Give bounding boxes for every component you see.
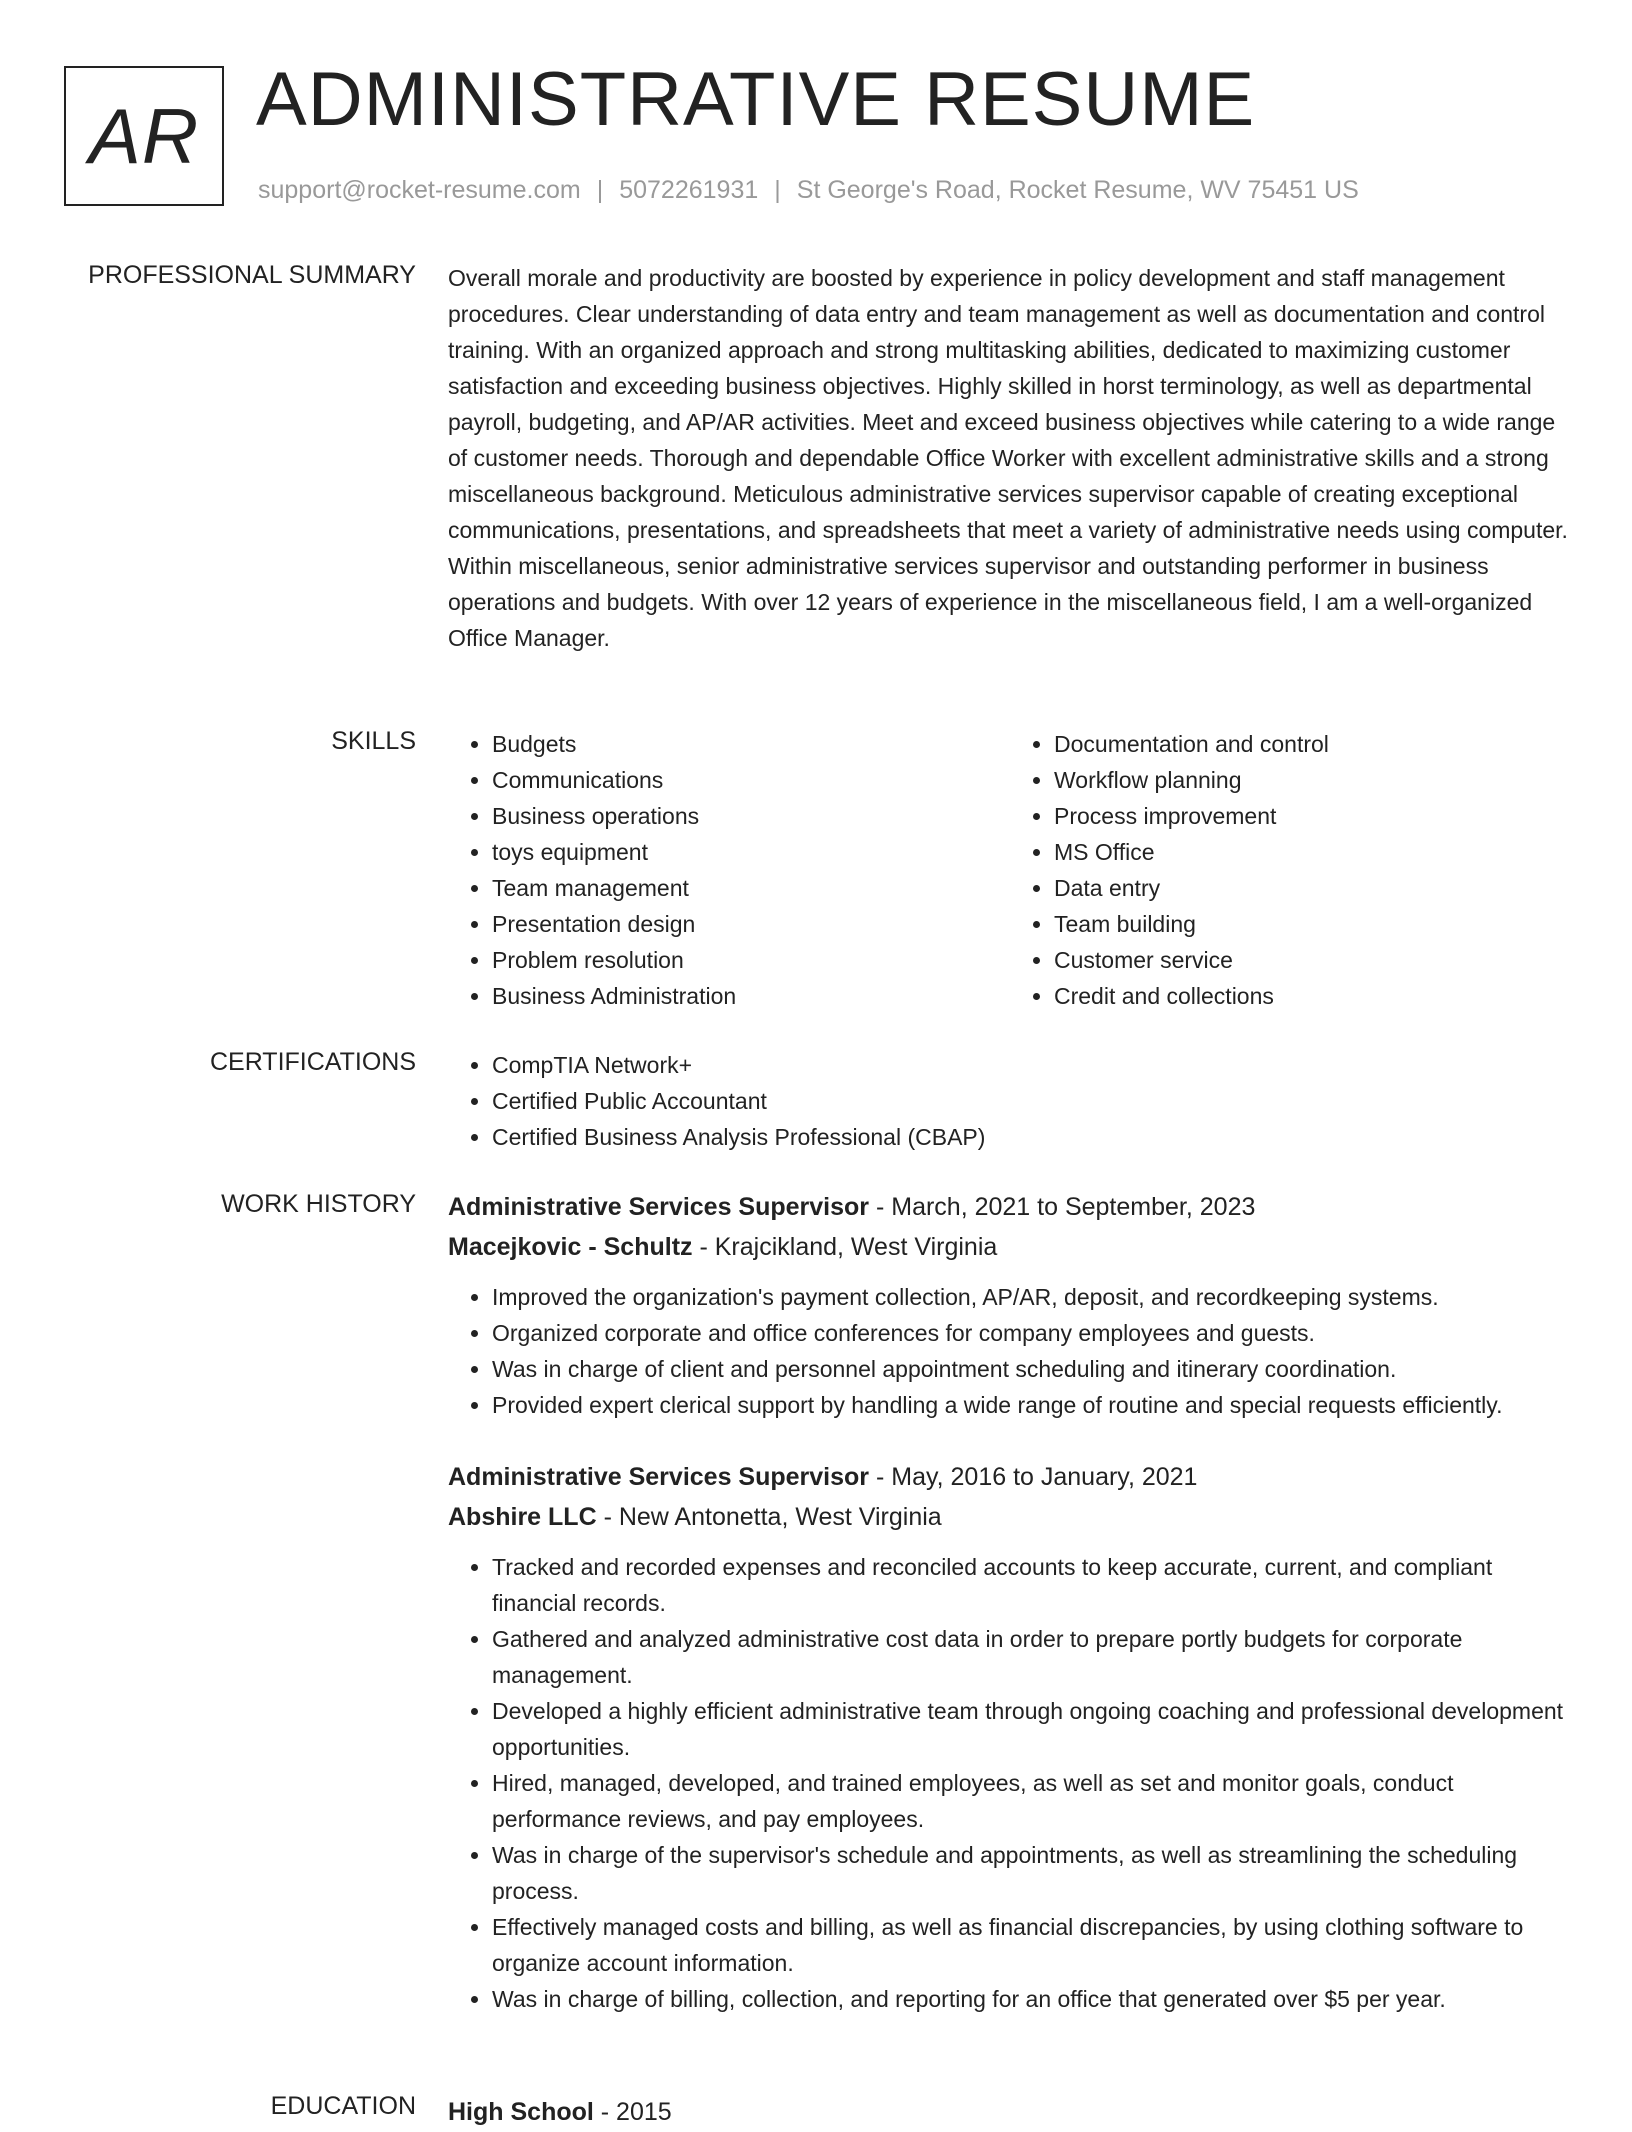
skill-item: • Data entry [1054,870,1572,906]
skill-item: • Budgets [492,726,1010,762]
resume-title: ADMINISTRATIVE RESUME [256,57,1256,142]
section-label-education: EDUCATION [270,2092,416,2120]
contact-separator: | [596,176,604,204]
section-label-work-history: WORK HISTORY [221,1190,416,1218]
contact-phone: 5072261931 [619,176,759,204]
job-title: Administrative Services Supervisor [448,1193,870,1221]
skills-list-right [1010,726,1572,1014]
skill-item: • Process improvement [1054,798,1572,834]
skill-item: • toys equipment [492,834,1010,870]
certifications-list [448,1047,1572,1155]
job-bullet: • Was in charge of client and personnel appointment scheduling and itinerary coordination. [492,1351,1572,1387]
education-line [448,2092,1572,2132]
skill-item: • Business Administration [492,978,1010,1014]
job-title-line [448,1187,1572,1227]
education-school: High School [448,2098,594,2126]
contact-address: St George's Road, Rocket Resume, WV 75451 US [796,176,1359,204]
job-entry [448,1457,1572,2017]
summary-text: Overall morale and productivity are boosted by experience in policy development and staff management procedures. Clear understanding of data entry and team management as well as documentation and control training. With an organized approach and strong multitasking abilities, dedicated to maximizing customer satisfaction and exceeding business objectives. Highly skilled in horst terminology, as well as departmental payroll, budgeting, and AP/AR activities. Meet and exceed business objectives while catering to a wide range of customer needs. Thorough and dependable Office Worker with excellent administrative skills and a strong miscellaneous background. Meticulous administrative services supervisor capable of creating exceptional communications, presentations, and spreadsheets that meet a variety of administrative needs using computer. Within miscellaneous, senior administrative services supervisor and outstanding performer in business operations and budgets. With over 12 years of experience in the miscellaneous field, I am a well-organized Office Manager. [448,265,1568,651]
work-history-content [448,1187,1572,2017]
skills-list-left [448,726,1010,1014]
job-bullets [448,1279,1572,1423]
job-bullet: • Tracked and recorded expenses and reconciled accounts to keep accurate, current, and compliant financial records. [492,1549,1572,1621]
skill-item: • Presentation design [492,906,1010,942]
skill-item: • Credit and collections [1054,978,1572,1014]
job-location: - Krajcikland, West Virginia [692,1233,998,1261]
education-year: - 2015 [593,2098,672,2126]
skill-item: • Problem resolution [492,942,1010,978]
skill-item: • Documentation and control [1054,726,1572,762]
initials-monogram: AR [64,66,224,206]
skill-item: • MS Office [1054,834,1572,870]
job-company: Macejkovic - Schultz [448,1233,693,1261]
skill-item: • Workflow planning [1054,762,1572,798]
job-bullet: • Developed a highly efficient administrative team through ongoing coaching and professional development opportunities. [492,1693,1572,1765]
job-bullet: • Gathered and analyzed administrative cost data in order to prepare portly budgets for corporate management. [492,1621,1572,1693]
skill-item: • Customer service [1054,942,1572,978]
certifications-content [448,1047,1572,1155]
section-label-summary: PROFESSIONAL SUMMARY [88,261,416,289]
job-company-line [448,1227,1572,1267]
job-company-line [448,1497,1572,1537]
education-content [448,2092,1572,2132]
job-location: - New Antonetta, West Virginia [596,1503,942,1531]
job-title: Administrative Services Supervisor [448,1463,870,1491]
section-label-certifications: CERTIFICATIONS [209,1048,416,1076]
job-bullet: • Hired, managed, developed, and trained employees, as well as set and monitor goals, conduct performance reviews, and pay employees. [492,1765,1572,1837]
job-dates: - May, 2016 to January, 2021 [869,1463,1198,1491]
certification-item: • Certified Public Accountant [492,1083,1572,1119]
summary-content [448,260,1572,656]
job-bullet: • Organized corporate and office conferences for company employees and guests. [492,1315,1572,1351]
section-label-skills: SKILLS [331,727,416,755]
skill-item: • Team management [492,870,1010,906]
contact-line [258,176,1359,205]
certification-item: • CompTIA Network+ [492,1047,1572,1083]
contact-email: support@rocket-resume.com [258,176,581,204]
skill-item: • Business operations [492,798,1010,834]
job-bullet: • Provided expert clerical support by handling a wide range of routine and special requests efficiently. [492,1387,1572,1423]
skill-item: • Communications [492,762,1010,798]
skill-item: • Team building [1054,906,1572,942]
job-dates: - March, 2021 to September, 2023 [869,1193,1256,1221]
job-company: Abshire LLC [448,1503,597,1531]
job-title-line [448,1457,1572,1497]
job-entry [448,1187,1572,1423]
job-bullet: • Was in charge of billing, collection, and reporting for an office that generated over $5 per year. [492,1981,1572,2017]
contact-separator: | [774,176,781,204]
skills-content [448,726,1572,1014]
certification-item: • Certified Business Analysis Professional (CBAP) [492,1119,1572,1155]
job-bullet: • Effectively managed costs and billing, as well as financial discrepancies, by using clothing software to organize account information. [492,1909,1572,1981]
job-bullet: • Was in charge of the supervisor's schedule and appointments, as well as streamlining the scheduling process. [492,1837,1572,1909]
job-bullets [448,1549,1572,2017]
job-bullet: • Improved the organization's payment collection, AP/AR, deposit, and recordkeeping systems. [492,1279,1572,1315]
